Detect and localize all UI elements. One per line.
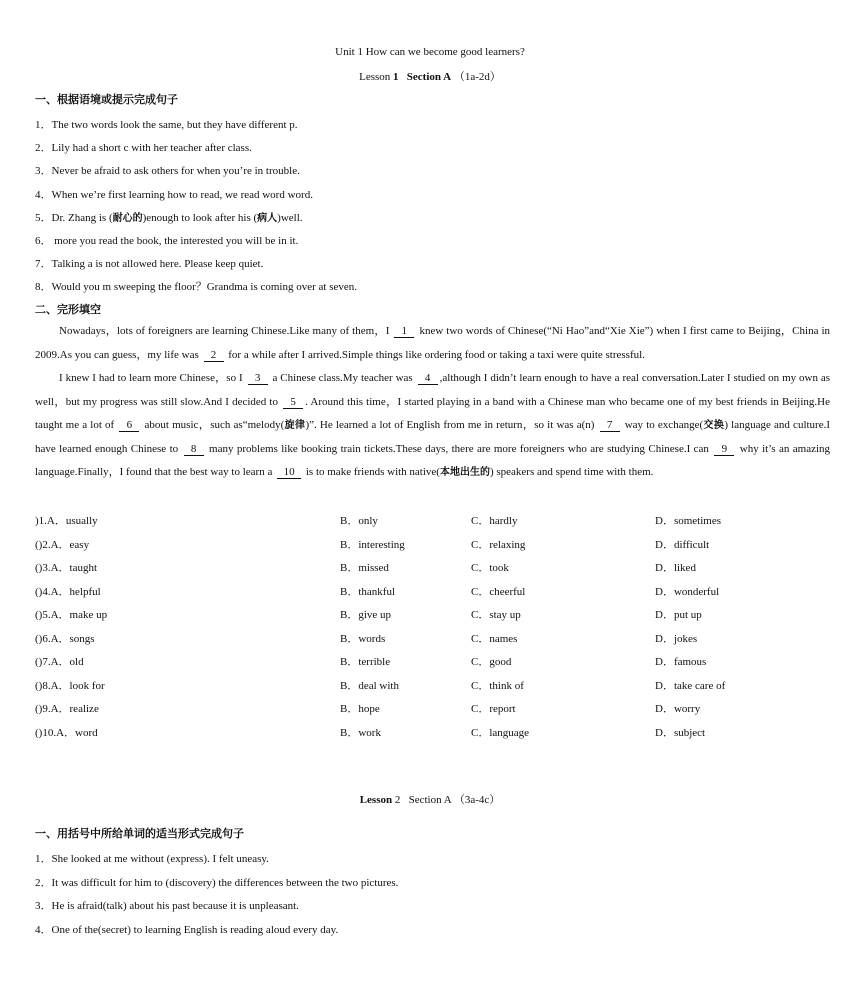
- cloze-paragraph-1: Nowadays，lots of foreigners are learning Chinese.Like many of them，I 1 knew two words of Chinese(“Ni Hao”and“Xie Xie”) when I first came to Beijing，China in 2009.As you can guess，my life was 2 for a while after I arrived.Simple things like ordering food or taking a taxi were quite stressful.: [35, 325, 831, 361]
- option-d[interactable]: D．take care of: [655, 680, 726, 692]
- unit-title: Unit 1 How can we become good learners?: [335, 46, 525, 58]
- option-a[interactable]: ()10.A．word: [35, 727, 98, 739]
- section-range: （3a-4c）: [453, 794, 501, 806]
- option-c[interactable]: C．hardly: [471, 515, 518, 527]
- lesson2-item-4: 4．One of the(secret) to learning English is reading aloud every day.: [35, 924, 339, 936]
- blank-5: 5: [283, 397, 303, 409]
- option-c[interactable]: C．stay up: [471, 609, 521, 621]
- option-d[interactable]: D．jokes: [655, 633, 698, 645]
- option-c[interactable]: C．good: [471, 656, 512, 668]
- part1-item-8: 8．Would you m sweeping the floor？Grandma is coming over at seven.: [35, 281, 358, 293]
- option-b[interactable]: B．interesting: [340, 539, 405, 551]
- blank-9: 9: [714, 444, 734, 456]
- option-d[interactable]: D．put up: [655, 609, 702, 621]
- hint-melody: 旋律: [284, 420, 306, 431]
- option-d[interactable]: D．subject: [655, 727, 706, 739]
- lesson-number: 2: [394, 794, 401, 806]
- option-c[interactable]: C．relaxing: [471, 539, 526, 551]
- blank-2: 2: [204, 350, 224, 362]
- option-c[interactable]: C．cheerful: [471, 586, 526, 598]
- cloze-paragraph-2: I knew I had to learn more Chinese，so I 3 a Chinese class.My teacher was 4 ,although I didn’t learn enough to have a real conversation.Later I studied on my own as well，but my progress was still slow.And I decided to 5 . Around this time，I started playing in a band with a Chinese man who became one of my best friends in Beijing.He taught me a lot of 6 about music，such as“melody(旋律)”. He learned a lot of English from me in return，so it was a(n) 7 way to exchange(交换) language and culture.I have learned enough Chinese to 8 many problems like booking train tickets.These days, there are more foreigners who are studying Chinese.I can 9 why it’s an amazing language.Finally，I found that the best way to learn a 10 is to make friends with native(本地出生的) speakers and spend time with them.: [35, 372, 831, 478]
- part1-item-4: 4．When we’re first learning how to read, we read word word.: [35, 189, 313, 201]
- option-a[interactable]: ()8.A．look for: [35, 680, 105, 692]
- part1-heading: 一、根据语境或提示完成句子: [35, 93, 178, 106]
- part1-item-1: 1．The two words look the same, but they have different p.: [35, 119, 298, 131]
- option-a[interactable]: ()4.A．helpful: [35, 586, 101, 598]
- section-label: Section A: [406, 71, 452, 83]
- option-b[interactable]: B．hope: [340, 703, 380, 715]
- part1-item-7: 7．Talking a is not allowed here. Please keep quiet.: [35, 258, 264, 270]
- option-a[interactable]: ()2.A．easy: [35, 539, 90, 551]
- part1-item-3: 3．Never be afraid to ask others for when you’re in trouble.: [35, 165, 300, 177]
- blank-4: 4: [418, 373, 438, 385]
- option-a[interactable]: ()9.A．realize: [35, 703, 99, 715]
- option-b[interactable]: B．thankful: [340, 586, 395, 598]
- lesson2-title: [0, 791, 860, 807]
- blank-3: 3: [248, 373, 268, 385]
- section-range: （1a-2d）: [453, 71, 501, 83]
- option-c[interactable]: C．language: [471, 727, 530, 739]
- lesson2-item-3: 3．He is afraid(talk) about his past because it is unpleasant.: [35, 900, 299, 912]
- option-d[interactable]: D．wonderful: [655, 586, 720, 598]
- option-a[interactable]: ()5.A．make up: [35, 609, 108, 621]
- part1-item-5: 5．Dr. Zhang is (耐心的)enough to look after his (病人)well.: [35, 212, 303, 224]
- blank-7: 7: [600, 420, 620, 432]
- option-a[interactable]: ()7.A．old: [35, 656, 84, 668]
- option-c[interactable]: C．report: [471, 703, 516, 715]
- option-b[interactable]: B．only: [340, 515, 378, 527]
- option-b[interactable]: B．deal with: [340, 680, 399, 692]
- lesson-label: Lesson: [359, 71, 391, 83]
- option-a[interactable]: ()3.A．taught: [35, 562, 98, 574]
- hint-native: 本地出生的: [439, 467, 490, 478]
- lesson-label: Lesson: [359, 794, 393, 806]
- blank-8: 8: [184, 444, 204, 456]
- hint-patient: 耐心的: [112, 213, 143, 224]
- lesson1-title: [0, 68, 860, 84]
- option-d[interactable]: D．worry: [655, 703, 701, 715]
- option-b[interactable]: B．missed: [340, 562, 389, 574]
- option-c[interactable]: C．think of: [471, 680, 524, 692]
- option-d[interactable]: D．sometimes: [655, 515, 721, 527]
- option-c[interactable]: C．names: [471, 633, 518, 645]
- section-label: Section A: [408, 794, 452, 806]
- hint-patients: 病人: [257, 213, 278, 224]
- part1-item-6: 6． more you read the book, the interested you will be in it.: [35, 235, 299, 247]
- option-a[interactable]: )1.A．usually: [35, 515, 98, 527]
- option-d[interactable]: D．famous: [655, 656, 707, 668]
- option-b[interactable]: B．words: [340, 633, 386, 645]
- blank-6: 6: [119, 420, 139, 432]
- lesson-number: 1: [393, 71, 399, 83]
- lesson2-item-2: 2．It was difficult for him to (discovery) the differences between the two pictures.: [35, 877, 399, 889]
- part2-heading: 二、完形填空: [35, 303, 101, 316]
- lesson2-heading: 一、用括号中所给单词的适当形式完成句子: [35, 827, 244, 840]
- blank-1: 1: [394, 326, 414, 338]
- part1-item-2: 2．Lily had a short c with her teacher after class.: [35, 142, 252, 154]
- option-d[interactable]: D．liked: [655, 562, 696, 574]
- option-a[interactable]: ()6.A．songs: [35, 633, 95, 645]
- option-b[interactable]: B．terrible: [340, 656, 391, 668]
- hint-exchange: 交换: [703, 420, 725, 431]
- blank-10: 10: [277, 467, 301, 479]
- option-b[interactable]: B．give up: [340, 609, 392, 621]
- lesson2-item-1: 1．She looked at me without (express). I felt uneasy.: [35, 853, 269, 865]
- option-c[interactable]: C．took: [471, 562, 509, 574]
- option-b[interactable]: B．work: [340, 727, 381, 739]
- option-d[interactable]: D．difficult: [655, 539, 710, 551]
